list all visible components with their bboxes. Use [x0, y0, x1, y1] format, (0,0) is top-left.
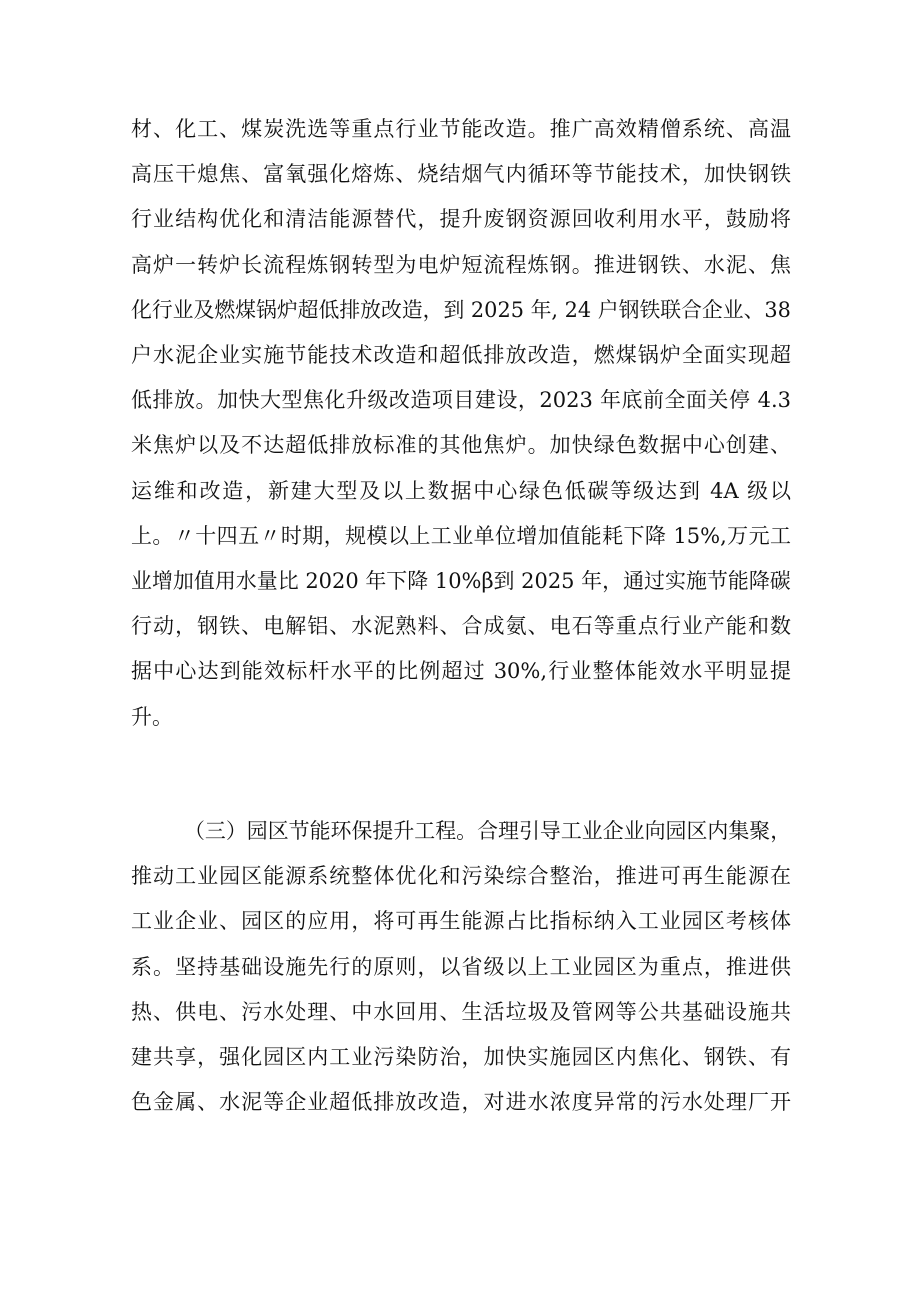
paragraph-1-line-3: 行业结构优化和清洁能源替代，提升废钢资源回收利用水平，鼓励将 — [131, 207, 791, 231]
paragraph-1-line-14: 升。 — [131, 705, 173, 729]
paragraph-1-line-6: 户水泥企业实施节能技术改造和超低排放改造，燃煤锅炉全面实现超 — [131, 343, 791, 367]
paragraph-1-line-2: 高压干熄焦、富氧强化熔炼、烧结烟气内循环等节能技术，加快钢铁 — [131, 162, 791, 186]
paragraph-1-line-7: 低排放。加快大型焦化升级改造项目建设，2023 年底前全面关停 4.3 — [131, 388, 791, 412]
paragraph-2-line-7: 色金属、水泥等企业超低排放改造，对进水浓度异常的污水处理厂开 — [131, 1090, 791, 1114]
paragraph-2-line-4: 系。坚持基础设施先行的原则，以省级以上工业园区为重点，推进供 — [131, 955, 791, 979]
paragraph-2-line-1: （三）园区节能环保提升工程。合理引导工业企业向园区内集聚， — [184, 819, 792, 843]
paragraph-1-line-13: 据中心达到能效标杆水平的比例超过 30%,行业整体能效水平明显提 — [131, 659, 791, 683]
paragraph-2-line-5: 热、供电、污水处理、中水回用、生活垃圾及管网等公共基础设施共 — [131, 1000, 791, 1024]
paragraph-1-line-9: 运维和改造，新建大型及以上数据中心绿色低碳等级达到 4A 级以 — [131, 479, 791, 503]
paragraph-1-line-11: 业增加值用水量比 2020 年下降 10%β到 2025 年，通过实施节能降碳 — [131, 569, 791, 593]
paragraph-2-line-2: 推动工业园区能源系统整体优化和污染综合整治，推进可再生能源在 — [131, 864, 791, 888]
paragraph-2-line-3: 工业企业、园区的应用，将可再生能源占比指标纳入工业园区考核体 — [131, 909, 791, 933]
paragraph-1-line-5: 化行业及燃煤锅炉超低排放改造，到 2025 年, 24 户钢铁联合企业、38 — [131, 298, 791, 322]
paragraph-1-line-10: 上。〃十四五〃时期，规模以上工业单位增加值能耗下降 15%,万元工 — [131, 524, 791, 548]
paragraph-1-line-1: 材、化工、煤炭洗选等重点行业节能改造。推广高效精僧系统、高温 — [131, 117, 791, 141]
paragraph-1-line-12: 行动，钢铁、电解铝、水泥熟料、合成氨、电石等重点行业产能和数 — [131, 614, 791, 638]
paragraph-1-line-8: 米焦炉以及不达超低排放标准的其他焦炉。加快绿色数据中心创建、 — [131, 433, 791, 457]
paragraph-2-line-6: 建共享，强化园区内工业污染防治，加快实施园区内焦化、钢铁、有 — [131, 1045, 791, 1069]
paragraph-1-line-4: 高炉一转炉长流程炼钢转型为电炉短流程炼钢。推进钢铁、水泥、焦 — [131, 253, 791, 277]
